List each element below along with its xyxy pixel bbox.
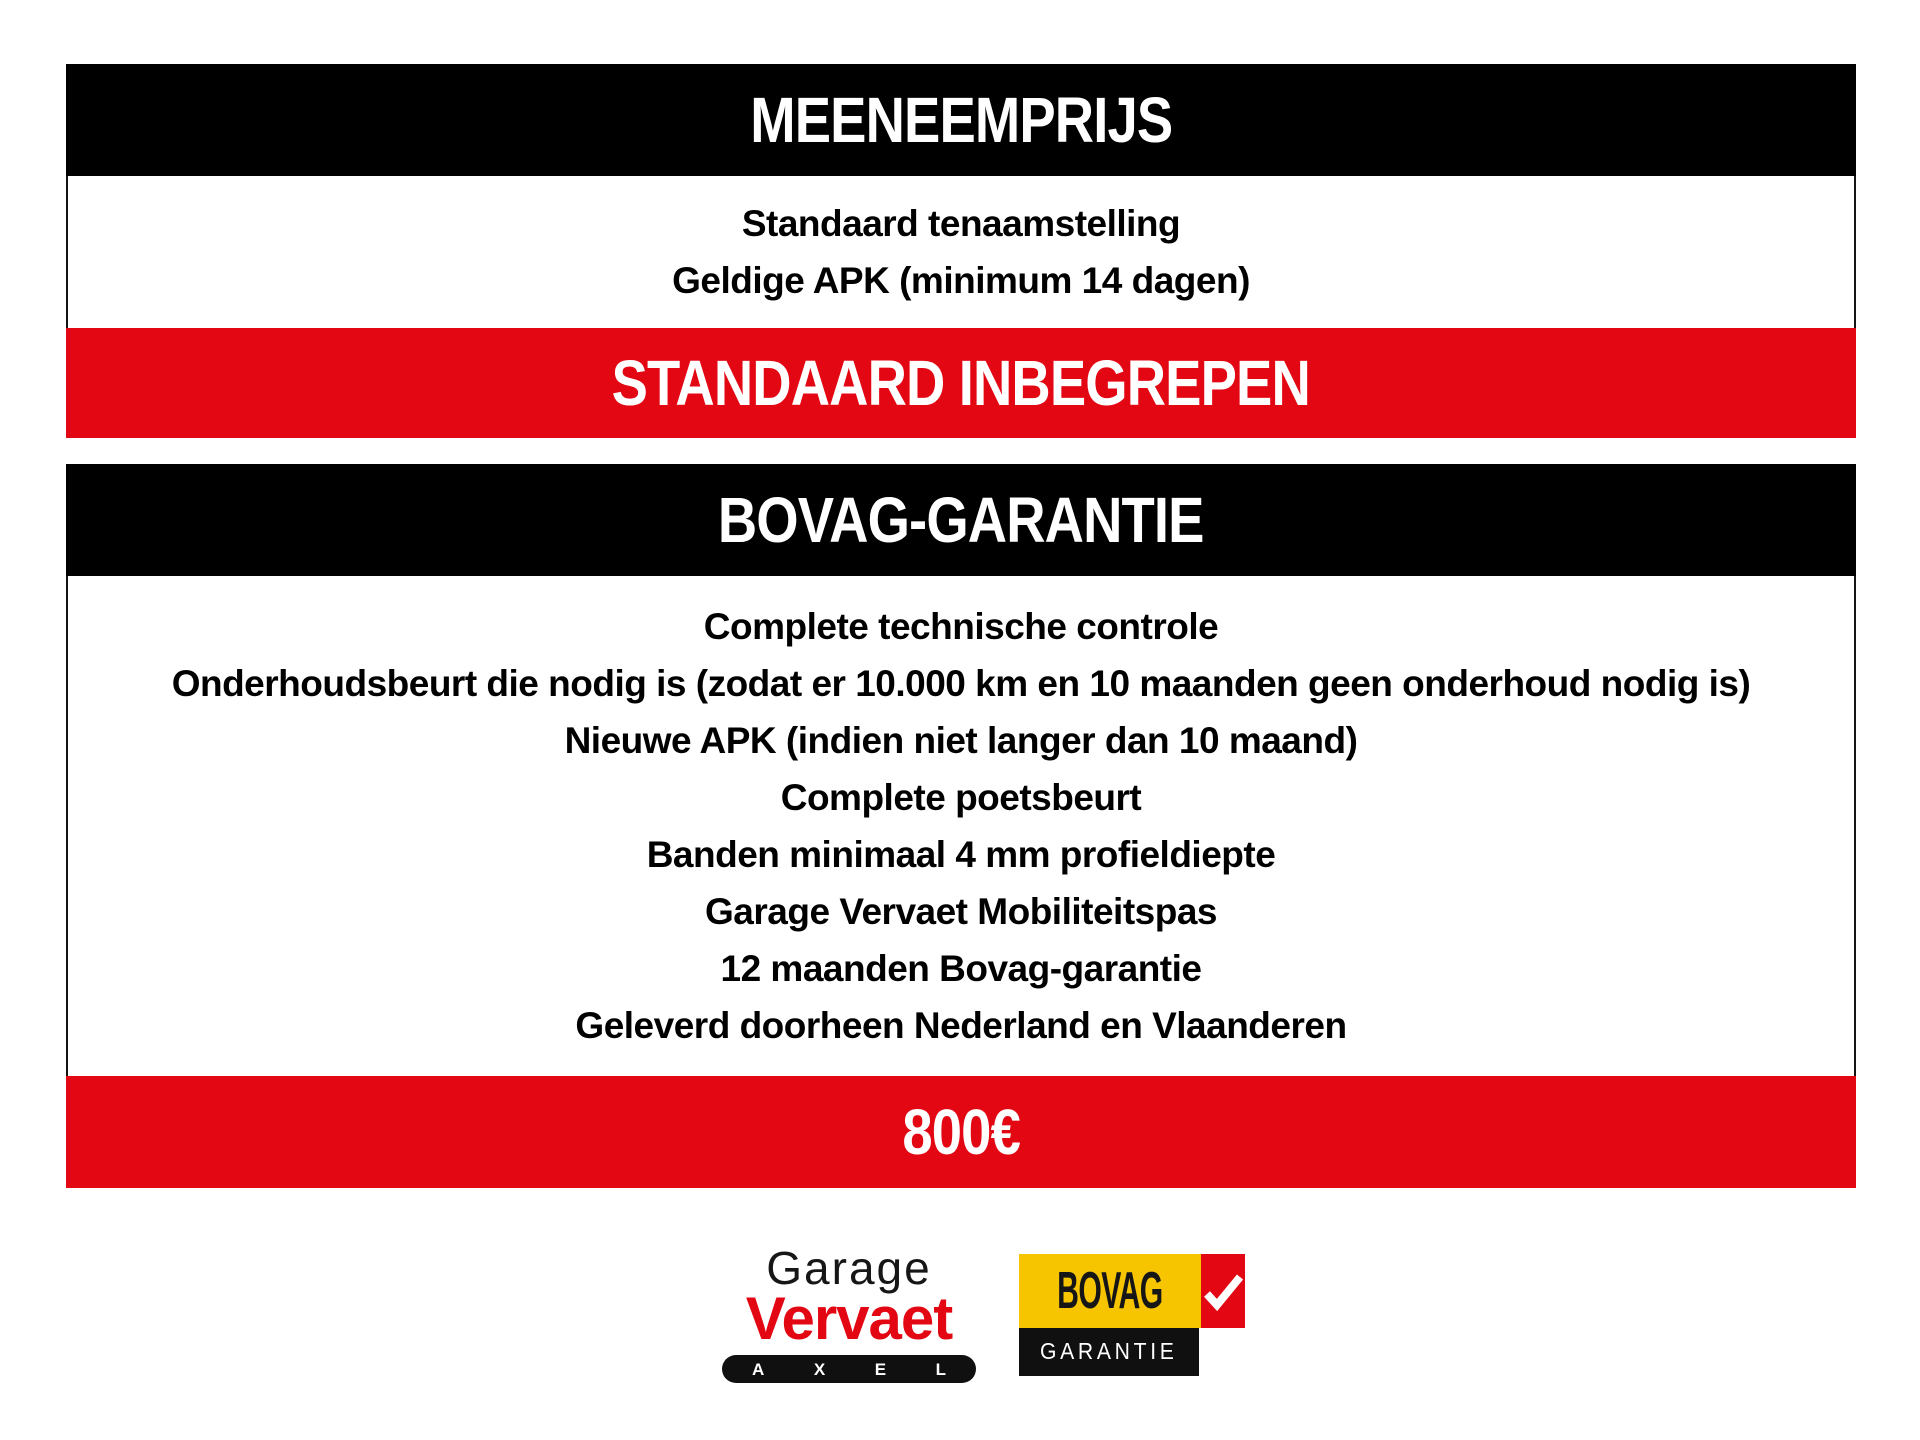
axel-letter: L xyxy=(935,1359,946,1379)
price-banner xyxy=(66,1076,1856,1188)
checkmark-icon xyxy=(1201,1271,1245,1311)
warranty-item: Banden minimaal 4 mm profieldiepte xyxy=(646,834,1276,875)
bovag-logo-name: BOVAG xyxy=(1057,1261,1163,1320)
bovag-logo-top xyxy=(1019,1254,1199,1328)
vervaet-logo-word-garage: Garage xyxy=(766,1242,932,1294)
axel-letter: E xyxy=(874,1359,887,1379)
axel-letter: X xyxy=(813,1359,826,1379)
vervaet-axel-badge xyxy=(722,1355,976,1383)
standard-included-label: STANDAARD INBEGREPEN xyxy=(611,347,1311,419)
price-card-title: MEENEEMPRIJS xyxy=(749,84,1173,156)
warranty-item: Nieuwe APK (indien niet langer dan 10 maand) xyxy=(564,720,1358,761)
price-card-body xyxy=(66,176,1856,328)
warranty-item: Complete technische controle xyxy=(703,606,1219,647)
price-condition-line: Standaard tenaamstelling xyxy=(741,203,1181,244)
axel-letter: A xyxy=(752,1359,765,1379)
bovag-logo-sub-block xyxy=(1019,1328,1199,1376)
footer-logos xyxy=(0,1242,1920,1383)
price-condition-line: Geldige APK (minimum 14 dagen) xyxy=(672,260,1250,301)
bovag-logo-name-block xyxy=(1019,1254,1201,1328)
warranty-item: 12 maanden Bovag-garantie xyxy=(720,948,1202,989)
price-value: 800€ xyxy=(902,1096,1020,1168)
bovag-logo-subtitle: GARANTIE xyxy=(1040,1338,1178,1364)
warranty-card xyxy=(66,464,1856,1188)
vervaet-logo-word-vervaet: Vervaet xyxy=(745,1285,953,1352)
warranty-item: Complete poetsbeurt xyxy=(780,777,1142,818)
warranty-card-header-bar xyxy=(66,464,1856,576)
warranty-item: Geleverd doorheen Nederland en Vlaanderen xyxy=(575,1005,1347,1046)
bovag-logo-check-block xyxy=(1201,1254,1245,1328)
standard-included-banner xyxy=(66,328,1856,438)
warranty-card-title: BOVAG-GARANTIE xyxy=(718,484,1204,556)
bovag-garantie-logo xyxy=(1019,1254,1199,1376)
garage-vervaet-logo xyxy=(721,1242,977,1383)
price-card xyxy=(66,64,1856,438)
warranty-card-body xyxy=(66,576,1856,1076)
warranty-item: Onderhoudsbeurt die nodig is (zodat er 10.000 km en 10 maanden geen onderhoud nodig is) xyxy=(171,663,1751,704)
warranty-item: Garage Vervaet Mobiliteitspas xyxy=(705,891,1217,932)
price-card-header-bar xyxy=(66,64,1856,176)
